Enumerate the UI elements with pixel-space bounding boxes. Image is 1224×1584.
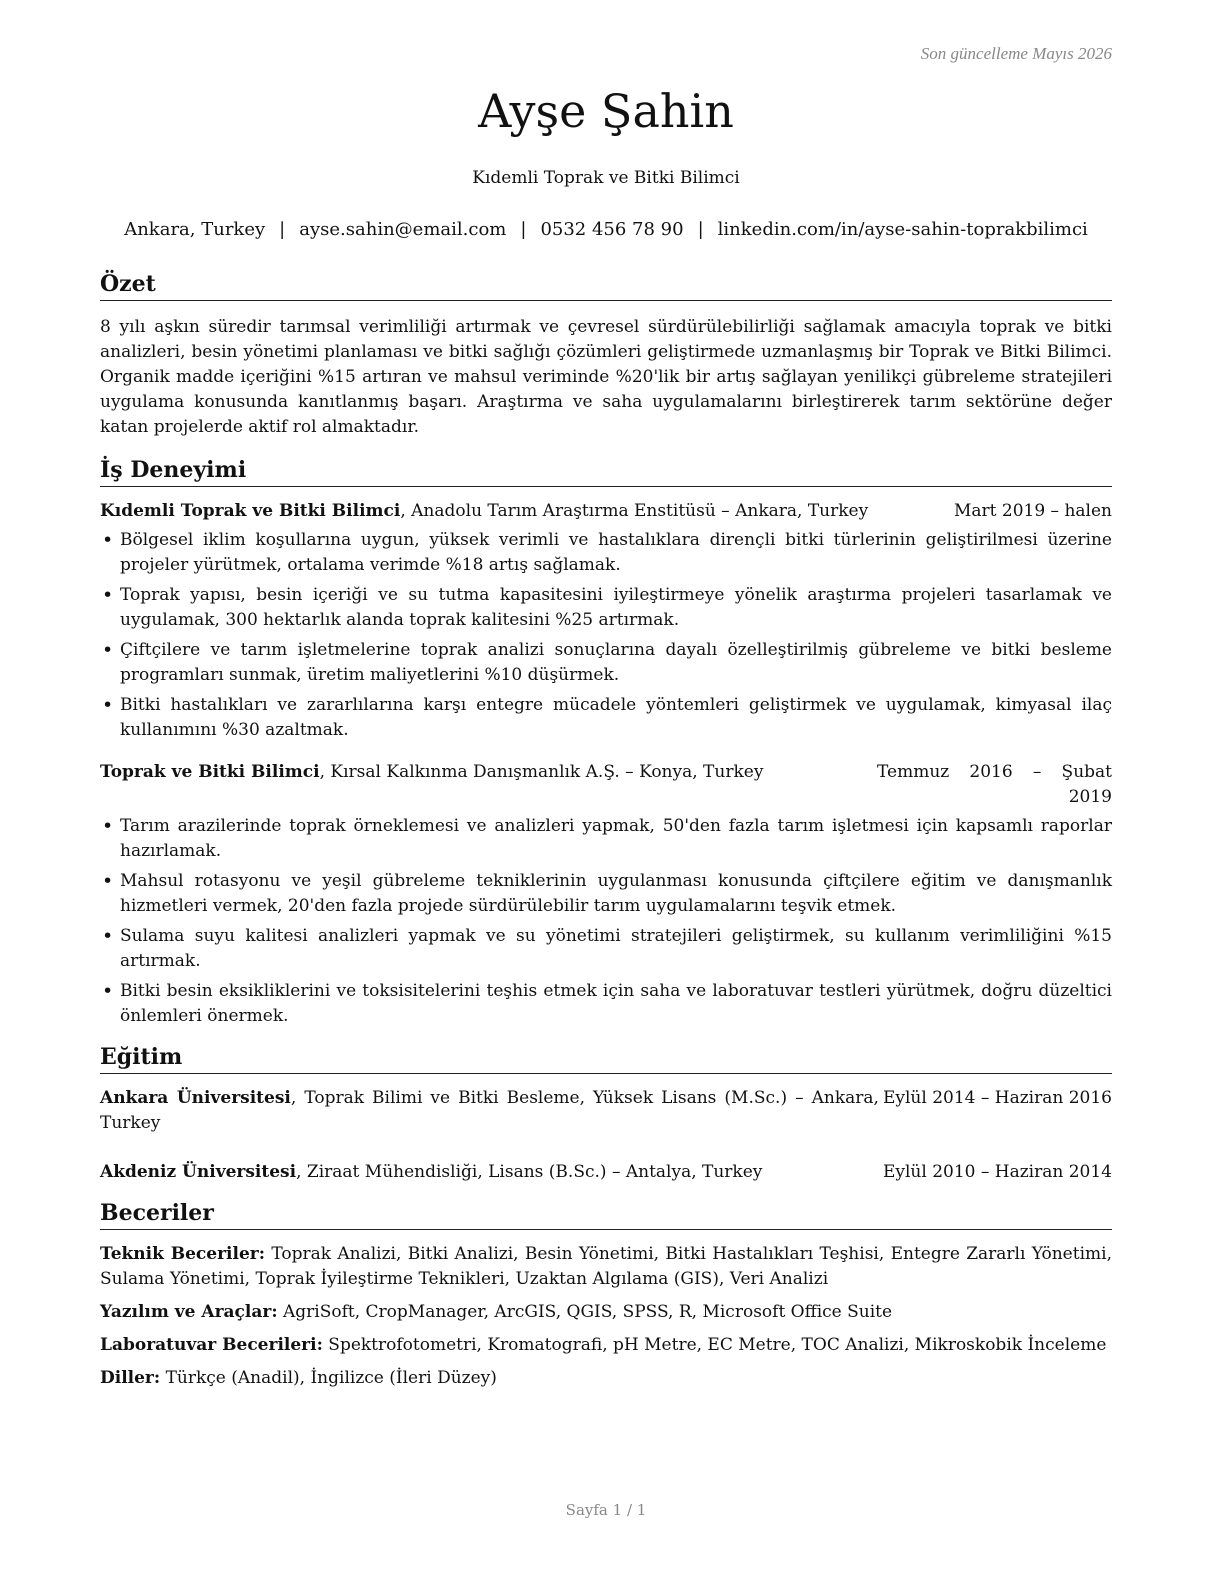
job-dates: Temmuz 2016 – Şubat 2019 [877, 762, 1112, 807]
job-bullet: • Sulama suyu kalitesi analizleri yapmak ve su yönetimi stratejileri geliştirmek, su kullanım verimliliğini %15 artırmak. [100, 924, 1112, 974]
job-organization: , Anadolu Tarım Araştırma Enstitüsü – Ankara, Turkey [400, 501, 869, 521]
education-entry [100, 1086, 1112, 1136]
skill-value: AgriSoft, CropManager, ArcGIS, QGIS, SPSS, R, Microsoft Office Suite [277, 1302, 893, 1322]
skill-value: Toprak Analizi, Bitki Analizi, Besin Yönetimi, Bitki Hastalıkları Teşhisi, Entegre Zararlı Yönetimi, Sulama Yönetimi, Toprak İyileştirme Teknikleri, Uzaktan Algılama (GIS), Veri Analizi [100, 1244, 1112, 1289]
summary-text: 8 yılı aşkın süredir tarımsal verimliliği artırmak ve çevresel sürdürülebilirliği sağlamak amacıyla toprak ve bitki analizleri, besin yönetimi planlaması ve bitki sağlığı çözümleri geliştirmede uzmanlaşmış bir Toprak ve Bitki Bilimci. Organik madde içeriğini %15 artıran ve mahsul veriminde %20'lik bir artış sağlayan yenilikçi gübreleme stratejileri uygulama konusunda kanıtlanmış başarı. Araştırma ve saha uygulamalarını birleştirerek tarım sektörüne değer katan projelerde aktif rol almaktadır. [100, 317, 1112, 437]
job-dates: Mart 2019 – halen [953, 501, 1112, 521]
education-dates: Eylül 2010 – Haziran 2014 [882, 1162, 1112, 1182]
education-heading [100, 1086, 879, 1136]
contact-line [100, 219, 1112, 240]
job-bullet: • Çiftçilere ve tarım işletmelerine toprak analizi sonuçlarına dayalı özelleştirilmiş gübreleme ve bitki besleme programları sunmak, üretim maliyetlerini %10 düşürmek. [100, 638, 1112, 688]
job-role: Kıdemli Toprak ve Bitki Bilimci [100, 501, 401, 521]
section-heading-education: Eğitim [100, 1043, 1112, 1074]
job-heading [100, 499, 934, 524]
contact-linkedin[interactable]: linkedin.com/in/ayse-sahin-toprakbilimci [717, 219, 1088, 240]
job-bullet: • Mahsul rotasyonu ve yeşil gübreleme tekniklerinin uygulanması konusunda çiftçilere eğitim ve danışmanlık hizmetleri vermek, 20'den fazla projede sürdürülebilir tarım uygulamalarını teşvik etmek. [100, 869, 1112, 919]
skill-line [100, 1242, 1112, 1292]
section-heading-experience: İş Deneyimi [100, 456, 1112, 487]
person-name: Ayşe Şahin [478, 84, 734, 138]
section-heading-skills: Beceriler [100, 1199, 1112, 1230]
resume-page [100, 0, 1112, 1584]
job-bullet: • Bölgesel iklim koşullarına uygun, yüksek verimli ve hastalıklara dirençli bitki türlerinin geliştirilmesi üzerine projeler yürütmek, ortalama verimde %18 artış sağlamak. [100, 528, 1112, 578]
contact-phone: 0532 456 78 90 [540, 219, 684, 240]
job-role: Toprak ve Bitki Bilimci [100, 762, 320, 782]
resume-content [100, 270, 1112, 1391]
job-title: Kıdemli Toprak ve Bitki Bilimci [472, 168, 740, 188]
contact-separator: | [520, 219, 527, 240]
skills-section [100, 1199, 1112, 1391]
job-entry-header [100, 499, 1112, 524]
job-bullets [100, 528, 1112, 743]
education-heading [100, 1160, 863, 1185]
contact-email[interactable]: ayse.sahin@email.com [299, 219, 507, 240]
job-bullet: • Bitki besin eksikliklerini ve toksisitelerini teşhis etmek için saha ve laboratuvar testleri yürütmek, doğru düzeltici önlemleri önermek. [100, 979, 1112, 1029]
summary-section [100, 270, 1112, 440]
contact-separator: | [697, 219, 704, 240]
skill-label: Laboratuvar Becerileri: [100, 1335, 323, 1355]
education-entry [100, 1160, 1112, 1185]
experience-section [100, 456, 1112, 1029]
education-school: Ankara Üniversitesi [100, 1088, 291, 1108]
job-organization: , Kırsal Kalkınma Danışmanlık A.Ş. – Konya, Turkey [319, 762, 764, 782]
skill-label: Diller: [100, 1368, 161, 1388]
skill-line [100, 1366, 1112, 1391]
job-bullet: • Bitki hastalıkları ve zararlılarına karşı entegre mücadele yöntemleri geliştirmek ve uygulamak, kimyasal ilaç kullanımını %30 azaltmak. [100, 693, 1112, 743]
last-updated: Son güncelleme Mayıs 2026 [920, 44, 1112, 63]
job-bullets [100, 814, 1112, 1029]
job-entry-header [100, 760, 1112, 810]
skill-line [100, 1300, 1112, 1325]
contact-separator: | [279, 219, 286, 240]
job-heading [100, 760, 857, 785]
education-section [100, 1043, 1112, 1185]
skill-label: Teknik Beceriler: [100, 1244, 265, 1264]
skill-value: Spektrofotometri, Kromatografi, pH Metre, EC Metre, TOC Analizi, Mikroskobik İnceleme [322, 1335, 1107, 1355]
page-number: Sayfa 1 / 1 [565, 1501, 647, 1519]
section-heading-summary: Özet [100, 270, 1112, 301]
education-detail: , Toprak Bilimi ve Bitki Besleme, Yüksek Lisans (M.Sc.) – Ankara, Turkey [100, 1088, 879, 1133]
skill-value: Türkçe (Anadil), İngilizce (İleri Düzey) [160, 1368, 497, 1388]
education-school: Akdeniz Üniversitesi [100, 1162, 297, 1182]
skill-line [100, 1333, 1112, 1358]
job-bullet: • Tarım arazilerinde toprak örneklemesi ve analizleri yapmak, 50'den fazla tarım işletmesi için kapsamlı raporlar hazırlamak. [100, 814, 1112, 864]
contact-location: Ankara, Turkey [124, 219, 266, 240]
skill-label: Yazılım ve Araçlar: [100, 1302, 278, 1322]
education-dates: Eylül 2014 – Haziran 2016 [882, 1088, 1112, 1108]
job-bullet: • Toprak yapısı, besin içeriği ve su tutma kapasitesini iyileştirmeye yönelik araştırma projeleri tasarlamak ve uygulamak, 300 hektarlık alanda toprak kalitesini %25 artırmak. [100, 583, 1112, 633]
education-detail: , Ziraat Mühendisliği, Lisans (B.Sc.) – Antalya, Turkey [296, 1162, 763, 1182]
